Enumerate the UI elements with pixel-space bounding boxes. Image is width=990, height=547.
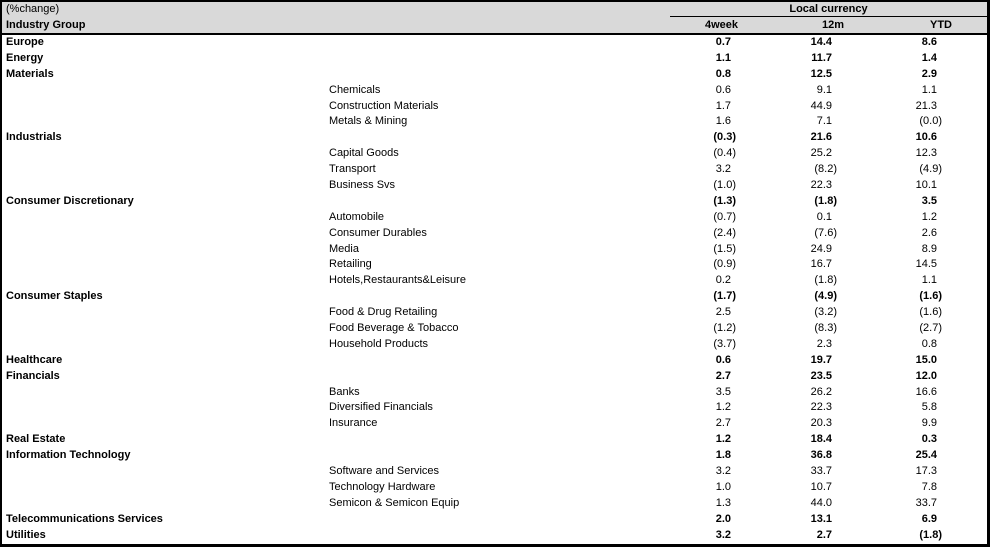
value-cell-4week: (0.4) — [713, 147, 736, 160]
value-cell-ytd: 7.8 — [921, 480, 937, 493]
subsector-label: Diversified Financials — [329, 401, 433, 414]
table-row — [2, 369, 987, 385]
value-cell-4week: (0.7) — [713, 210, 736, 223]
value-cell-4week: 2.7 — [715, 369, 731, 382]
row-spacer — [952, 178, 987, 194]
table-row — [2, 114, 987, 130]
value-cell-4week: (1.3) — [713, 194, 736, 207]
table-row — [2, 226, 987, 242]
value-cell-ytd: 5.8 — [921, 401, 937, 414]
table-row — [2, 353, 987, 369]
table-row — [2, 35, 987, 51]
group-label — [2, 273, 325, 289]
subsector-label: Consumer Durables — [329, 226, 427, 239]
value-cell-12m: (7.6) — [814, 226, 837, 239]
value-cell-4week: 0.6 — [715, 83, 731, 96]
value-cell-4week: (1.0) — [713, 179, 736, 192]
table-body — [2, 35, 987, 544]
value-cell-ytd: 21.3 — [915, 99, 937, 112]
value-cell-12m: (1.8) — [814, 274, 837, 287]
row-spacer — [952, 289, 987, 305]
table-row — [2, 496, 987, 512]
value-cell-ytd: 6.9 — [921, 512, 937, 525]
value-cell-ytd: 14.5 — [915, 258, 937, 271]
group-label — [2, 416, 325, 432]
row-spacer — [952, 496, 987, 512]
subsector-label — [325, 51, 670, 67]
value-cell-ytd: (1.6) — [919, 306, 942, 319]
value-cell-4week: 1.8 — [715, 449, 731, 462]
value-cell-4week: (2.4) — [713, 226, 736, 239]
value-cell-12m: 25.2 — [810, 147, 832, 160]
value-cell-12m: 9.1 — [816, 83, 832, 96]
subsector-label — [325, 353, 670, 369]
value-cell-ytd: 12.3 — [915, 147, 937, 160]
value-cell-4week: 0.7 — [715, 36, 731, 48]
group-label — [2, 400, 325, 416]
value-cell-12m: 2.7 — [816, 528, 832, 541]
subsector-label — [325, 194, 670, 210]
value-cell-ytd: 10.1 — [915, 179, 937, 192]
value-cell-ytd: (1.8) — [919, 528, 942, 541]
value-cell-12m: 36.8 — [810, 449, 832, 462]
subsector-label — [325, 369, 670, 385]
row-spacer — [952, 35, 987, 51]
value-cell-12m: 23.5 — [810, 369, 832, 382]
group-label — [2, 257, 325, 273]
table-row — [2, 83, 987, 99]
group-label: Information Technology — [6, 449, 131, 462]
subsector-label: Banks — [329, 385, 360, 398]
subsector-label — [325, 448, 670, 464]
row-spacer — [952, 210, 987, 226]
group-label — [2, 464, 325, 480]
value-cell-12m: 19.7 — [810, 353, 832, 366]
value-cell-4week: 2.0 — [715, 512, 731, 525]
group-label: Consumer Staples — [6, 290, 103, 303]
subsector-label — [325, 512, 670, 528]
value-cell-4week: 1.0 — [715, 480, 731, 493]
value-cell-ytd: 8.6 — [921, 36, 937, 48]
row-spacer — [952, 337, 987, 353]
value-cell-ytd: 2.6 — [921, 226, 937, 239]
group-label — [2, 114, 325, 130]
value-cell-4week: 0.8 — [715, 67, 731, 80]
subsector-label: Business Svs — [329, 179, 396, 192]
value-cell-4week: 0.2 — [715, 274, 731, 287]
subsector-label: Media — [329, 242, 359, 255]
row-spacer — [952, 146, 987, 162]
value-cell-4week: 0.6 — [715, 353, 731, 366]
value-cell-12m: 14.4 — [810, 36, 832, 48]
table-row — [2, 337, 987, 353]
value-cell-12m: 2.3 — [816, 337, 832, 350]
subsector-label: Insurance — [329, 417, 378, 430]
row-spacer — [952, 257, 987, 273]
value-cell-ytd: 0.8 — [921, 337, 937, 350]
group-label: Industrials — [6, 131, 62, 144]
value-cell-4week: 1.1 — [715, 51, 731, 64]
table-row — [2, 448, 987, 464]
value-cell-ytd: 15.0 — [915, 353, 937, 366]
value-cell-4week: 1.2 — [715, 401, 731, 414]
table-row — [2, 528, 987, 544]
subsector-label: Household Products — [329, 337, 429, 350]
table-row — [2, 162, 987, 178]
value-cell-12m: (1.8) — [814, 194, 837, 207]
value-cell-12m: 44.0 — [810, 496, 832, 509]
value-cell-4week: 3.2 — [715, 163, 731, 176]
value-cell-12m: 22.3 — [810, 401, 832, 414]
row-spacer — [952, 114, 987, 130]
value-cell-ytd: 0.3 — [921, 433, 937, 446]
value-cell-4week: (1.5) — [713, 242, 736, 255]
table-row — [2, 385, 987, 401]
table-row — [2, 146, 987, 162]
group-label — [2, 337, 325, 353]
row-spacer — [952, 385, 987, 401]
row-spacer — [952, 432, 987, 448]
value-cell-ytd: 12.0 — [915, 369, 937, 382]
subsector-label: Metals & Mining — [329, 115, 408, 128]
subsector-label: Semicon & Semicon Equip — [329, 496, 460, 509]
row-spacer — [952, 130, 987, 146]
group-label — [2, 496, 325, 512]
subsector-label — [325, 528, 670, 544]
value-cell-12m: 24.9 — [810, 242, 832, 255]
subsector-label — [325, 432, 670, 448]
subsector-label — [325, 289, 670, 305]
table-row — [2, 289, 987, 305]
value-cell-12m: 12.5 — [810, 67, 832, 80]
value-cell-12m: 13.1 — [810, 512, 832, 525]
group-label — [2, 385, 325, 401]
table-row — [2, 416, 987, 432]
value-cell-12m: (4.9) — [814, 290, 837, 303]
subsector-label — [325, 35, 670, 51]
value-cell-4week: (3.7) — [713, 337, 736, 350]
value-cell-12m: (3.2) — [814, 306, 837, 319]
column-header-4week: 4week — [704, 19, 738, 31]
subsector-label: Chemicals — [329, 83, 381, 96]
value-cell-ytd: (2.7) — [919, 322, 942, 335]
table-row — [2, 210, 987, 226]
row-spacer — [952, 512, 987, 528]
row-spacer — [952, 242, 987, 258]
value-cell-4week: 2.7 — [715, 417, 731, 430]
group-label — [2, 226, 325, 242]
subsector-label: Retailing — [329, 258, 372, 271]
value-cell-12m: 20.3 — [810, 417, 832, 430]
row-spacer — [952, 83, 987, 99]
subsector-label: Software and Services — [329, 465, 440, 478]
column-header-ytd: YTD — [930, 19, 952, 31]
table-row — [2, 257, 987, 273]
row-spacer — [952, 353, 987, 369]
subsector-label: Transport — [329, 163, 376, 176]
row-spacer — [952, 464, 987, 480]
value-cell-12m: (8.3) — [814, 322, 837, 335]
value-cell-ytd: 9.9 — [921, 417, 937, 430]
group-label — [2, 321, 325, 337]
value-cell-12m: 33.7 — [810, 465, 832, 478]
value-cell-ytd: 25.4 — [915, 449, 937, 462]
row-spacer — [952, 305, 987, 321]
value-cell-12m: 10.7 — [810, 480, 832, 493]
value-cell-ytd: 3.5 — [921, 194, 937, 207]
table-row — [2, 512, 987, 528]
value-cell-4week: 1.7 — [715, 99, 731, 112]
value-cell-ytd: (1.6) — [919, 290, 942, 303]
group-label: Telecommunications Services — [6, 512, 163, 525]
value-cell-4week: 3.2 — [715, 465, 731, 478]
value-cell-ytd: 2.9 — [921, 67, 937, 80]
industry-group-header: Industry Group — [6, 19, 86, 31]
subsector-label: Automobile — [329, 210, 385, 223]
subsector-label: Food & Drug Retailing — [329, 306, 438, 319]
subsector-label: Technology Hardware — [329, 480, 436, 493]
value-cell-ytd: 1.1 — [921, 274, 937, 287]
table-row — [2, 400, 987, 416]
group-label — [2, 210, 325, 226]
value-cell-4week: (1.2) — [713, 322, 736, 335]
group-label — [2, 83, 325, 99]
value-cell-12m: 44.9 — [810, 99, 832, 112]
value-cell-ytd: 16.6 — [915, 385, 937, 398]
value-cell-12m: (8.2) — [814, 163, 837, 176]
table-row — [2, 242, 987, 258]
value-cell-4week: 1.6 — [715, 115, 731, 128]
column-header-12m: 12m — [821, 19, 844, 31]
value-cell-12m: 11.7 — [811, 51, 832, 64]
row-spacer — [952, 400, 987, 416]
value-cell-ytd: 10.6 — [915, 131, 937, 144]
value-cell-ytd: (4.9) — [919, 163, 942, 176]
row-spacer — [952, 480, 987, 496]
table-row — [2, 51, 987, 67]
group-label: Healthcare — [6, 353, 63, 366]
column-header-spacer — [952, 17, 987, 33]
table-row — [2, 321, 987, 337]
value-cell-ytd: 1.4 — [921, 51, 937, 64]
group-label: Consumer Discretionary — [6, 194, 134, 207]
table-row — [2, 464, 987, 480]
value-cell-4week: (0.9) — [713, 258, 736, 271]
value-cell-4week: 1.3 — [715, 496, 731, 509]
column-headers — [670, 17, 987, 33]
row-spacer — [952, 99, 987, 115]
value-cell-12m: 7.1 — [816, 115, 832, 128]
subsector-label: Construction Materials — [329, 99, 439, 112]
group-label — [2, 162, 325, 178]
group-label — [2, 242, 325, 258]
subsector-label: Hotels,Restaurants&Leisure — [329, 274, 466, 287]
value-cell-12m: 18.4 — [810, 433, 832, 446]
subsector-label — [325, 130, 670, 146]
columns-block — [670, 2, 987, 33]
row-spacer — [952, 416, 987, 432]
group-label — [2, 480, 325, 496]
row-spacer — [952, 528, 987, 544]
table-row — [2, 130, 987, 146]
table-row — [2, 305, 987, 321]
row-spacer — [952, 67, 987, 83]
value-cell-12m: 21.6 — [810, 131, 832, 144]
table-row — [2, 178, 987, 194]
group-label: Utilities — [6, 528, 46, 541]
group-label — [2, 178, 325, 194]
group-label — [2, 99, 325, 115]
subsector-label: Capital Goods — [329, 147, 399, 160]
subsector-label — [325, 67, 670, 83]
value-cell-4week: (1.7) — [713, 290, 736, 303]
value-cell-4week: 3.5 — [715, 385, 731, 398]
table-row — [2, 273, 987, 289]
group-label: Energy — [6, 51, 44, 64]
row-spacer — [952, 273, 987, 289]
value-cell-12m: 16.7 — [810, 258, 832, 271]
row-spacer — [952, 194, 987, 210]
value-cell-ytd: 17.3 — [915, 465, 937, 478]
table-header — [2, 2, 987, 35]
table-caption: (%change) — [6, 3, 60, 15]
value-cell-ytd: (0.0) — [919, 115, 942, 128]
value-cell-4week: 3.2 — [715, 528, 731, 541]
row-spacer — [952, 369, 987, 385]
table-row — [2, 99, 987, 115]
group-label — [2, 305, 325, 321]
value-cell-ytd: 1.1 — [921, 83, 937, 96]
table-row — [2, 194, 987, 210]
table-row — [2, 432, 987, 448]
value-cell-4week: (0.3) — [713, 131, 736, 144]
row-spacer — [952, 448, 987, 464]
group-label: Materials — [6, 67, 54, 80]
value-cell-ytd: 1.2 — [921, 210, 937, 223]
value-cell-4week: 1.2 — [715, 433, 731, 446]
group-label — [2, 146, 325, 162]
value-cell-ytd: 33.7 — [915, 496, 937, 509]
value-cell-12m: 22.3 — [810, 179, 832, 192]
row-spacer — [952, 51, 987, 67]
row-spacer — [952, 321, 987, 337]
value-cell-4week: 2.5 — [715, 306, 731, 319]
group-label: Financials — [6, 369, 60, 382]
value-cell-ytd: 8.9 — [921, 242, 937, 255]
group-label: Real Estate — [6, 433, 66, 446]
group-label: Europe — [6, 36, 44, 48]
value-cell-12m: 0.1 — [816, 210, 832, 223]
row-spacer — [952, 162, 987, 178]
row-spacer — [952, 226, 987, 242]
column-group-title: Local currency — [670, 2, 987, 17]
subsector-label: Food Beverage & Tobacco — [329, 322, 459, 335]
value-cell-12m: 26.2 — [810, 385, 832, 398]
table-row — [2, 480, 987, 496]
table-row — [2, 67, 987, 83]
